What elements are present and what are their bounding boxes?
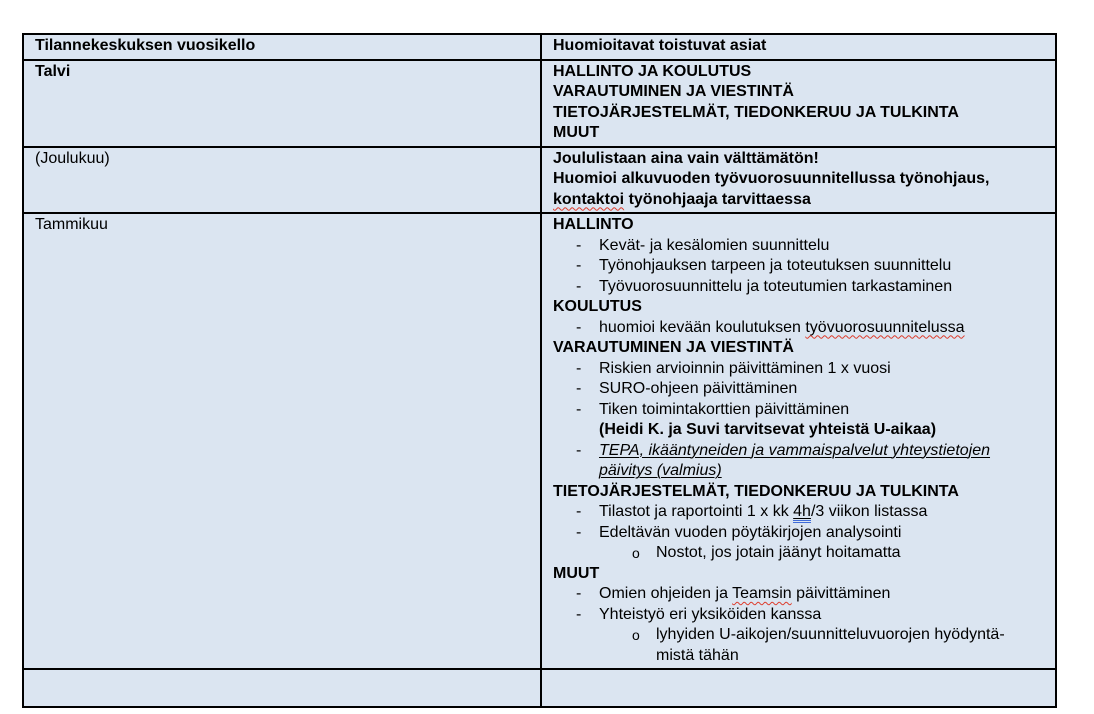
- text-run: VARAUTUMINEN JA VIESTINTÄ: [553, 83, 794, 100]
- item-text: [599, 360, 891, 377]
- text-run: TEPA, ikääntyneiden ja vammaispalvelut yhteystietojen: [599, 441, 991, 459]
- month-cell[interactable]: [23, 669, 541, 707]
- table-row: [23, 213, 1056, 669]
- spell-error-text: Teamsin: [732, 585, 792, 602]
- list-item: [553, 605, 1045, 626]
- header-cell-right[interactable]: Huomioitavat toistuvat asiat: [541, 34, 1056, 60]
- dash-bullet-icon: -: [576, 257, 582, 274]
- list-item: [553, 359, 1045, 380]
- text-run: työnohjaaja tarvittaessa: [624, 190, 811, 208]
- text-run: SURO-ohjeen päivittäminen: [599, 380, 798, 397]
- month-cell[interactable]: [23, 147, 541, 214]
- text-run: Nostot, jos jotain jäänyt hoitamatta: [656, 544, 901, 561]
- item-text: [599, 237, 829, 254]
- list-item: [553, 625, 1045, 666]
- grammar-check-text: 4h: [793, 503, 811, 520]
- item-text: [599, 442, 990, 480]
- text-run: (Heidi K. ja Suvi tarvitsevat yhteistä U-aikaa): [599, 421, 937, 438]
- item-text: [599, 257, 951, 274]
- paragraph-line: [553, 103, 1045, 124]
- item-text: [599, 380, 797, 397]
- text-run: Kevät- ja kesälomien suunnittelu: [599, 236, 830, 254]
- text-run: Työvuorosuunnittelu ja toteutumien tarkastaminen: [599, 277, 953, 295]
- text-run: Työnohjauksen tarpeen ja toteutuksen suunnittelu: [599, 257, 952, 274]
- text-run: Tilastot ja raportointi 1 x kk: [599, 503, 794, 520]
- item-text: [599, 319, 965, 336]
- dash-bullet-icon: -: [576, 400, 582, 418]
- list-item: [553, 543, 1045, 564]
- item-text: [599, 524, 901, 541]
- header-cell-left[interactable]: Tilannekeskuksen vuosikello: [23, 34, 541, 60]
- text-run: päivitys (valmius): [599, 462, 722, 479]
- item-text: [599, 585, 890, 602]
- item-text: [553, 565, 599, 582]
- text-run: Edeltävän vuoden pöytäkirjojen analysointi: [599, 523, 902, 541]
- text-run: Omien ohjeiden ja: [599, 585, 733, 602]
- spell-error-text: kontaktoi: [553, 190, 625, 208]
- item-text: [553, 483, 959, 500]
- text-run: TIETOJÄRJESTELMÄT, TIEDONKERUU JA TULKINTA: [553, 482, 959, 500]
- item-text: [599, 278, 952, 295]
- text-run: huomioi kevään koulutuksen: [599, 318, 806, 336]
- dash-bullet-icon: -: [576, 359, 582, 377]
- paragraph-line: [553, 297, 1045, 318]
- text-run: KOULUTUS: [553, 298, 642, 315]
- text-run: Joululistaan aina vain välttämätön!: [553, 149, 819, 167]
- list-item: [553, 379, 1045, 400]
- text-run: lyhyiden U-aikojen/suunnitteluvuorojen hyödyntä-: [656, 626, 1005, 643]
- item-text: [599, 401, 849, 418]
- dash-bullet-icon: -: [576, 441, 582, 459]
- item-text: [553, 150, 819, 167]
- paragraph-line: [553, 62, 1045, 83]
- month-label: Talvi: [35, 62, 71, 80]
- list-item: [553, 318, 1045, 339]
- month-label: Tammikuu: [35, 216, 108, 233]
- paragraph-line: [553, 215, 1045, 236]
- item-text: [599, 503, 927, 523]
- table-row: [23, 60, 1056, 147]
- circle-bullet-icon: o: [632, 627, 640, 643]
- month-label: (Joulukuu): [35, 149, 110, 167]
- item-text: [553, 83, 794, 100]
- year-clock-table: [22, 33, 1057, 708]
- list-item: [553, 420, 1045, 441]
- item-text: [553, 339, 794, 356]
- dash-bullet-icon: -: [576, 503, 582, 520]
- dash-bullet-icon: -: [576, 236, 582, 254]
- month-cell[interactable]: [23, 60, 541, 147]
- item-text: [553, 124, 599, 141]
- dash-bullet-icon: -: [576, 585, 582, 602]
- list-item: [553, 523, 1045, 544]
- dash-bullet-icon: -: [576, 318, 582, 336]
- text-run: VARAUTUMINEN JA VIESTINTÄ: [553, 339, 794, 356]
- text-run: MUUT: [553, 124, 600, 141]
- item-text: [656, 626, 1005, 664]
- content-cell[interactable]: [541, 669, 1056, 707]
- item-text: [599, 606, 821, 623]
- list-item: [553, 400, 1045, 421]
- item-text: [553, 63, 751, 80]
- table-row: [23, 669, 1056, 707]
- paragraph-line: [553, 149, 1045, 170]
- text-run: HALLINTO: [553, 216, 634, 233]
- table-header-row: [23, 34, 1056, 60]
- paragraph-line: [553, 482, 1045, 503]
- circle-bullet-icon: o: [632, 545, 640, 561]
- paragraph-line: [553, 82, 1045, 103]
- text-run: mistä tähän: [656, 646, 739, 664]
- item-text: [553, 298, 642, 315]
- text-run: Riskien arvioinnin päivittäminen 1 x vuosi: [599, 359, 891, 377]
- paragraph-line: [553, 564, 1045, 585]
- dash-bullet-icon: -: [576, 605, 582, 623]
- content-cell[interactable]: [541, 60, 1056, 147]
- list-item: [553, 502, 1045, 523]
- text-run: Yhteistyö eri yksiköiden kanssa: [599, 605, 822, 623]
- spell-error-text: työvuorosuunnitelussa: [805, 318, 965, 336]
- text-run: MUUT: [553, 564, 600, 582]
- item-text: [553, 104, 959, 121]
- text-run: TIETOJÄRJESTELMÄT, TIEDONKERUU JA TULKINTA: [553, 103, 959, 121]
- list-item: [553, 441, 1045, 482]
- text-run: /3 viikon listassa: [810, 503, 928, 520]
- content-cell[interactable]: [541, 147, 1056, 214]
- dash-bullet-icon: -: [576, 277, 582, 295]
- item-text: [656, 544, 901, 561]
- list-item: [553, 277, 1045, 298]
- list-item: [553, 256, 1045, 277]
- content-cell[interactable]: [541, 213, 1056, 669]
- list-item: [553, 584, 1045, 605]
- item-text: [599, 421, 936, 438]
- item-text: [553, 216, 634, 233]
- text-run: Tiken toimintakorttien päivittäminen: [599, 400, 850, 418]
- item-text: [553, 170, 989, 208]
- grammar-check-text: [793, 503, 811, 523]
- month-cell[interactable]: [23, 213, 541, 669]
- list-item: [553, 236, 1045, 257]
- paragraph-line: [553, 169, 1045, 210]
- dash-bullet-icon: -: [576, 523, 582, 541]
- table-row: [23, 147, 1056, 214]
- text-run: HALLINTO JA KOULUTUS: [553, 62, 752, 80]
- text-run: Huomioi alkuvuoden työvuorosuunnitellussa työnohjaus,: [553, 170, 990, 187]
- paragraph-line: [553, 123, 1045, 144]
- dash-bullet-icon: -: [576, 380, 582, 397]
- text-run: päivittäminen: [791, 585, 891, 602]
- paragraph-line: [553, 338, 1045, 359]
